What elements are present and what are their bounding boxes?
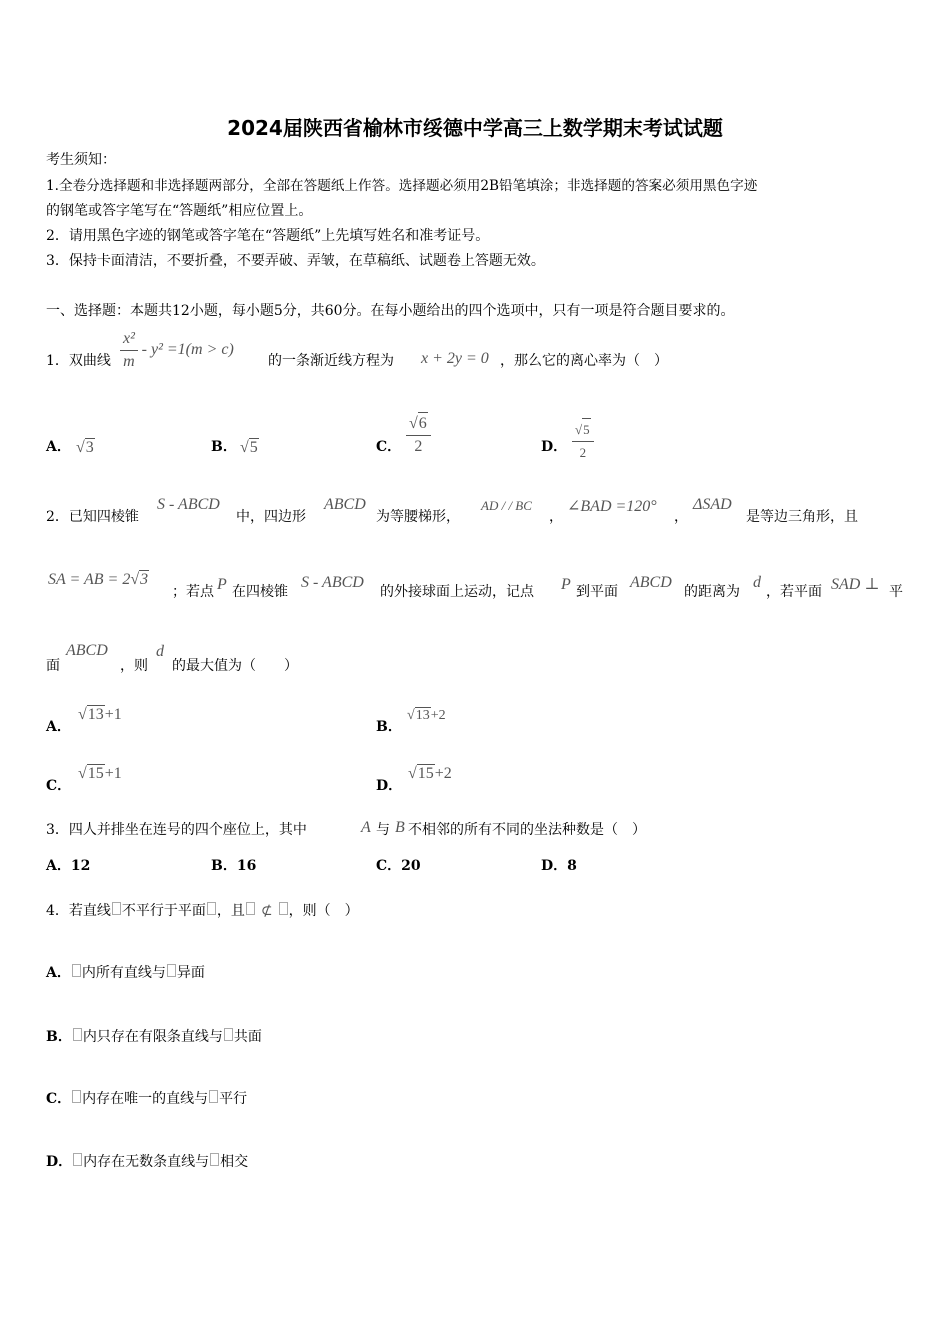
q1-option-a-label: A． (46, 439, 71, 455)
q3-option-d: D．8 (541, 858, 577, 874)
q1-option-a: √3 (76, 439, 94, 456)
q1-suffix: ，那么它的离心率为（ ） (500, 353, 668, 369)
q2-math-6: SA = AB = 2√3 (48, 571, 149, 588)
q3-option-a: A．12 (46, 858, 91, 874)
q3-math-a: A (361, 819, 371, 836)
q2-option-b-label: B． (376, 719, 402, 735)
q2-text-9: 的距离为 (684, 584, 740, 600)
missing-glyph-icon (224, 1028, 233, 1041)
q2-text-1: 2．已知四棱锥 (46, 509, 139, 525)
missing-glyph-icon (209, 1090, 218, 1103)
q2-math-4: ∠BAD =120° (567, 498, 657, 515)
notice-heading: 考生须知： (46, 152, 116, 168)
missing-glyph-icon (210, 1153, 219, 1166)
q2-text-11: 平 (889, 584, 903, 600)
q2-text-3: 为等腰梯形， (376, 509, 460, 525)
q2-option-d: √15+2 (408, 765, 452, 782)
section-heading: 一、选择题：本题共12小题，每小题5分，共60分。在每小题给出的四个选项中，只有一项是符合题目要求的。 (46, 303, 735, 319)
q2-sep-2: ， (674, 509, 688, 525)
missing-glyph-icon (73, 1028, 82, 1041)
q2-option-c-label: C． (46, 778, 72, 794)
q2-option-d-label: D． (376, 778, 403, 794)
q2-text-7: 的外接球面上运动，记点 (380, 584, 534, 600)
q1-prefix: 1．双曲线 (46, 353, 111, 369)
q2-option-b: √13+2 (407, 708, 446, 723)
q1-option-b: √5 (240, 439, 258, 456)
q1-hyperbola-eq: $\frac{\text{x²}}{m}$ - y² =1(m > c) (120, 328, 234, 373)
q2-text-8: 到平面 (576, 584, 618, 600)
missing-glyph-icon (167, 964, 176, 977)
q4-option-b: B． 内只存在有限条直线与 共面 (46, 1029, 262, 1045)
q1-option-d: $\frac{√5}{2}$ (572, 418, 594, 464)
q1-option-b-label: B． (211, 439, 237, 455)
q2-math-8: S - ABCD (301, 574, 364, 591)
q3-text-3: 不相邻的所有不同的坐法种数是（ ） (408, 822, 646, 838)
q2-math-5: ΔSAD (693, 496, 732, 513)
exam-title: 2024届陕西省榆林市绥德中学高三上数学期末考试试题 (227, 116, 723, 140)
q1-option-c-label: C． (376, 439, 402, 455)
notice-line-1a: 1.全卷分选择题和非选择题两部分，全部在答题纸上作答。选择题必须用2B铅笔填涂；非选择题的答案必须用黑色字迹 (46, 178, 758, 194)
q2-text-10: ，若平面 (766, 584, 822, 600)
q3-option-c: C．20 (376, 858, 421, 874)
q3-text-2: 与 (376, 822, 390, 838)
q3-text-1: 3．四人并排坐在连号的四个座位上，其中 (46, 822, 307, 838)
q1-option-d-label: D． (541, 439, 568, 455)
missing-glyph-icon (73, 1153, 82, 1166)
q2-text-2: 中，四边形 (236, 509, 306, 525)
q2-option-a-label: A． (46, 719, 71, 735)
q2-math-10: ABCD (630, 574, 672, 591)
q4-option-c: C． 内存在唯一的直线与 平行 (46, 1091, 248, 1107)
q4-option-a: A． 内所有直线与 异面 (46, 965, 205, 981)
q2-option-c: √15+1 (78, 765, 122, 782)
missing-glyph-icon (112, 902, 121, 915)
q2-text-4: 是等边三角形，且 (746, 509, 858, 525)
q2-text-13: ，则 (120, 658, 148, 674)
missing-glyph-icon (72, 964, 81, 977)
missing-glyph-icon (207, 902, 216, 915)
q2-text-14: 的最大值为（ ） (172, 658, 298, 674)
missing-glyph-icon (279, 902, 288, 915)
q4-option-d: D． 内存在无数条直线与 相交 (46, 1154, 249, 1170)
q3-option-b: B．16 (211, 858, 257, 874)
notice-line-3: 3．保持卡面清洁，不要折叠，不要弄破、弄皱，在草稿纸、试题卷上答题无效。 (46, 253, 545, 269)
q2-math-14: d (156, 643, 164, 660)
q1-option-c: $\frac{√6}{2}$ (406, 412, 431, 458)
notice-line-2: 2．请用黑色字迹的钢笔或答字笔在“答题纸”上先填写姓名和准考证号。 (46, 228, 490, 244)
q2-text-5: ；若点 (172, 584, 214, 600)
q2-math-13: ABCD (66, 642, 108, 659)
q2-math-11: d (753, 574, 761, 591)
missing-glyph-icon (246, 902, 255, 915)
missing-glyph-icon (72, 1090, 81, 1103)
q2-math-1: S - ABCD (157, 496, 220, 513)
q2-option-a: √13+1 (78, 706, 122, 723)
q2-math-7: P (217, 576, 227, 593)
q4-stem: 4．若直线 不平行于平面 ，且 ⊄ ，则（ ） (46, 903, 359, 919)
q2-text-12: 面 (46, 658, 60, 674)
q2-math-9: P (561, 576, 571, 593)
q1-mid: 的一条渐近线方程为 (268, 353, 394, 369)
q2-sep-1: ， (549, 509, 563, 525)
q2-math-3: AD / / BC (481, 498, 532, 513)
q1-asymptote: x + 2y = 0 (421, 350, 489, 367)
q2-math-2: ABCD (324, 496, 366, 513)
notice-line-1b: 的钢笔或答字笔写在“答题纸”相应位置上。 (46, 203, 313, 219)
q2-text-6: 在四棱锥 (232, 584, 288, 600)
q2-math-12: SAD ⊥ (831, 576, 880, 593)
q3-math-b: B (395, 819, 405, 836)
